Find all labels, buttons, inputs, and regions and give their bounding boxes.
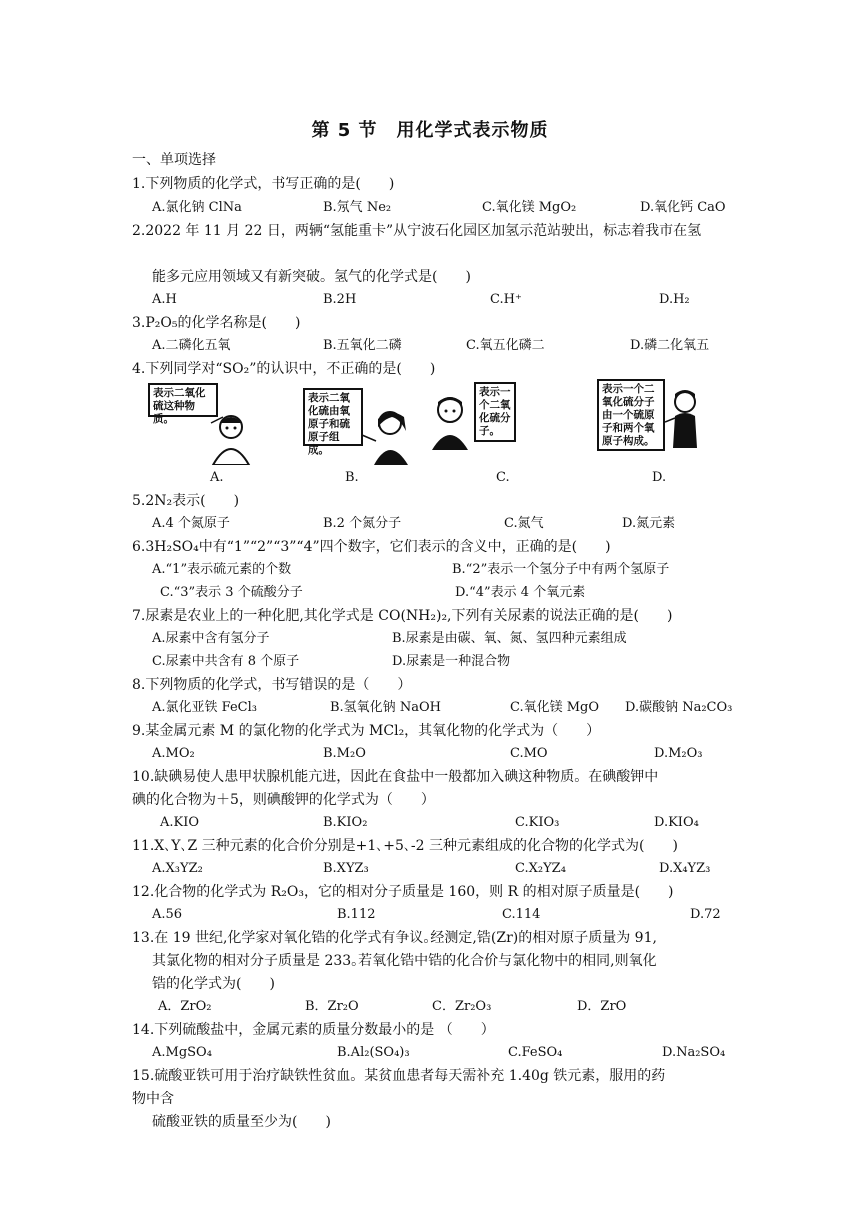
q10-option-c: C.KIO₃ [515, 815, 560, 830]
q6-option-c: C.“3”表示 3 个硫酸分子 [160, 585, 303, 600]
q12-option-a: A.56 [152, 907, 183, 922]
q12-option-d: D.72 [690, 907, 721, 922]
q2-option-a: A.H [152, 292, 177, 307]
q7-option-c: C.尿素中共含有 8 个原子 [152, 654, 300, 669]
q8-option-a: A.氯化亚铁 FeCl₃ [152, 700, 257, 715]
q12-option-c: C.114 [502, 907, 541, 922]
q1-option-a: A.氯化钠 ClNa [152, 200, 242, 215]
q2-option-d: D.H₂ [659, 292, 690, 307]
question-10-stem-line2: 碘的化合物为＋5，则碘酸钾的化学式为（ ） [132, 792, 435, 808]
question-7-stem: 7.尿素是农业上的一种化肥,其化学式是 CO(NH₂)₂,下列有关尿素的说法正确的是( ) [132, 608, 673, 624]
q1-option-d: D.氧化钙 CaO [640, 200, 726, 215]
q12-option-b: B.112 [337, 907, 376, 922]
question-13-stem-line2: 其氯化物的相对分子质量是 233｡若氧化锆中锆的化合价与氯化物中的相同,则氧化 [152, 953, 657, 969]
student-figure-d [665, 388, 705, 448]
q6-option-a: A.“1”表示硫元素的个数 [152, 562, 292, 577]
section-heading: 一、单项选择 [132, 152, 216, 168]
speech-bubble-d: 表示一个二氧化硫分子由一个硫原子和两个氧原子构成。 [597, 379, 665, 451]
question-13-stem-line1: 13.在 19 世纪,化学家对氧化锆的化学式有争议｡经测定,锆(Zr)的相对原子质量为 91, [132, 930, 657, 946]
q1-option-b: B.氖气 Ne₂ [323, 200, 392, 215]
question-1-stem: 1.下列物质的化学式，书写正确的是( ) [132, 176, 395, 192]
q8-option-c: C.氧化镁 MgO [510, 700, 600, 715]
q3-option-c: C.氧五化磷二 [466, 338, 545, 353]
speech-bubble-a: 表示二氧化硫这种物质。 [148, 383, 218, 417]
question-15-stem-line2: 物中含 [132, 1091, 174, 1107]
question-14-stem: 14.下列硫酸盐中，金属元素的质量分数最小的是 （ ） [132, 1022, 495, 1038]
q9-option-d: D.M₂O₃ [654, 746, 703, 761]
question-5-stem: 5.2N₂表示( ) [132, 493, 240, 509]
q2-option-c: C.H⁺ [490, 292, 522, 307]
q11-option-c: C.X₂YZ₄ [515, 861, 566, 876]
q13-option-d: D．ZrO [577, 999, 627, 1014]
question-2-stem-line2: 能多元应用领域又有新突破。氢气的化学式是( ) [152, 269, 471, 285]
q11-option-a: A.X₃YZ₂ [152, 861, 203, 876]
q14-option-c: C.FeSO₄ [508, 1045, 563, 1060]
q7-option-a: A.尿素中含有氢分子 [152, 631, 270, 646]
question-3-stem: 3.P₂O₅的化学名称是( ) [132, 315, 301, 331]
q13-option-a: A．ZrO₂ [158, 999, 212, 1014]
question-6-stem: 6.3H₂SO₄中有“1”“2”“3”“4”四个数字，它们表示的含义中，正确的是( ) [132, 539, 611, 555]
q11-option-d: D.X₄YZ₃ [659, 861, 711, 876]
question-10-stem-line1: 10.缺碘易使人患甲状腺机能亢进，因此在食盐中一般都加入碘这种物质。在碘酸钾中 [132, 769, 659, 785]
q6-option-b: B.“2”表示一个氢分子中有两个氢原子 [452, 562, 670, 577]
q13-option-b: B．Zr₂O [305, 999, 359, 1014]
q4-option-c: C. [496, 470, 510, 485]
q1-option-c: C.氧化镁 MgO₂ [482, 200, 577, 215]
q13-option-c: C．Zr₂O₃ [432, 999, 492, 1014]
q3-option-b: B.五氧化二磷 [323, 338, 402, 353]
question-11-stem: 11.X､Y､Z 三种元素的化合价分别是+1､+5､-2 三种元素组成的化合物的化学式为( ) [132, 838, 678, 854]
question-15-stem-line3: 硫酸亚铁的质量至少为( ) [152, 1114, 331, 1130]
question-4-stem: 4.下列同学对“SO₂”的认识中，不正确的是( ) [132, 361, 436, 377]
question-9-stem: 9.某金属元素 M 的氯化物的化学式为 MCl₂，其氧化物的化学式为（ ） [132, 723, 601, 739]
q4-option-b: B. [345, 470, 359, 485]
student-figure-a [205, 405, 253, 465]
q2-option-b: B.2H [323, 292, 357, 307]
q14-option-b: B.Al₂(SO₄)₃ [337, 1045, 410, 1060]
q5-option-a: A.4 个氮原子 [152, 516, 230, 531]
q7-option-d: D.尿素是一种混合物 [392, 654, 511, 669]
q3-option-d: D.磷二化氧五 [630, 338, 710, 353]
q10-option-a: A.KIO [160, 815, 200, 830]
question-2-stem-line1: 2.2022 年 11 月 22 日，两辆“氢能重卡”从宁波石化园区加氢示范站驶出，标志着我市在氢 [132, 223, 702, 239]
q9-option-a: A.MO₂ [152, 746, 195, 761]
q14-option-d: D.Na₂SO₄ [662, 1045, 726, 1060]
question-15-stem-line1: 15.硫酸亚铁可用于治疗缺铁性贫血。某贫血患者每天需补充 1.40g 铁元素，服用的药 [132, 1068, 666, 1084]
q10-option-d: D.KIO₄ [654, 815, 699, 830]
q4-option-d: D. [652, 470, 667, 485]
q9-option-c: C.MO [510, 746, 548, 761]
q6-option-d: D.“4”表示 4 个氧元素 [455, 585, 586, 600]
q8-option-d: D.碳酸钠 Na₂CO₃ [625, 700, 733, 715]
speech-bubble-b: 表示二氧化硫由氧原子和硫原子组成。 [303, 388, 363, 446]
q10-option-b: B.KIO₂ [323, 815, 368, 830]
student-figure-b [362, 405, 412, 465]
q5-option-d: D.氮元素 [622, 516, 676, 531]
page-title: 第 5 节 用化学式表示物质 [311, 120, 549, 141]
q11-option-b: B.XYZ₃ [323, 861, 369, 876]
speech-bubble-c: 表示一个二氧化硫分子。 [474, 382, 516, 442]
q5-option-c: C.氮气 [504, 516, 544, 531]
q14-option-a: A.MgSO₄ [152, 1045, 212, 1060]
question-8-stem: 8.下列物质的化学式，书写错误的是（ ） [132, 677, 412, 693]
q9-option-b: B.M₂O [323, 746, 366, 761]
student-figure-c [428, 392, 472, 450]
q5-option-b: B.2 个氮分子 [323, 516, 402, 531]
q8-option-b: B.氢氧化钠 NaOH [330, 700, 441, 715]
q4-option-a: A. [210, 470, 224, 485]
q7-option-b: B.尿素是由碳、氧、氮、氢四种元素组成 [392, 631, 627, 646]
q3-option-a: A.二磷化五氧 [152, 338, 231, 353]
question-13-stem-line3: 锆的化学式为( ) [152, 976, 275, 992]
question-12-stem: 12.化合物的化学式为 R₂O₃，它的相对分子质量是 160，则 R 的相对原子质量是( ) [132, 884, 674, 900]
